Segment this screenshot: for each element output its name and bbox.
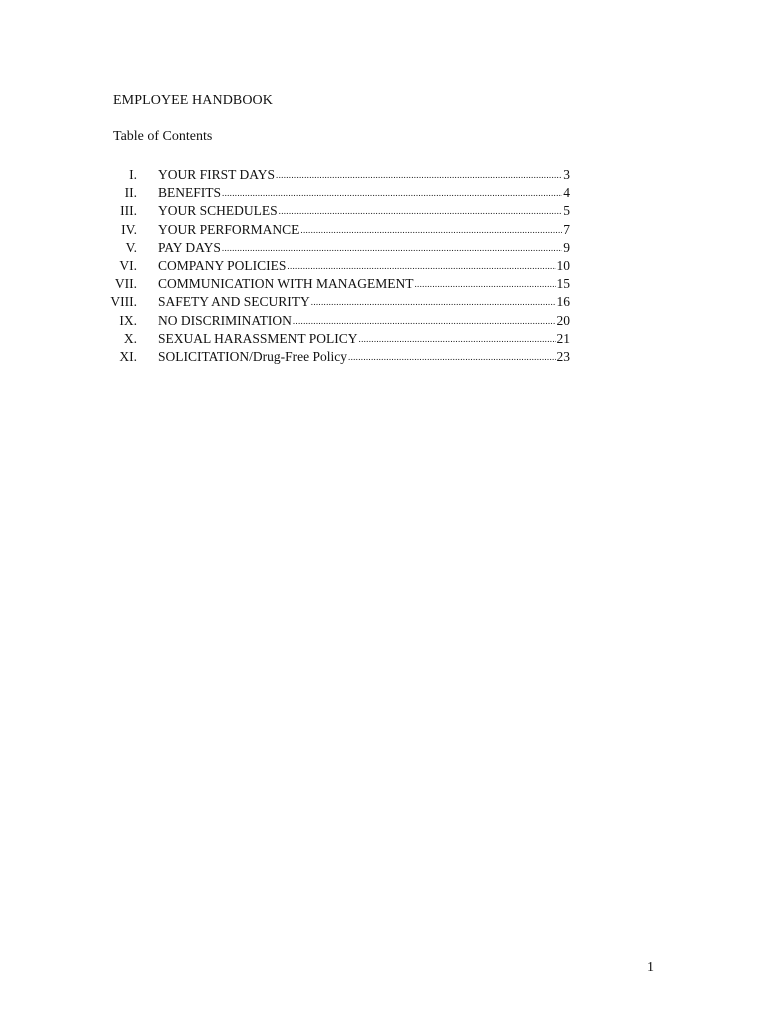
toc-dot-leader bbox=[415, 275, 556, 293]
toc-dot-leader bbox=[348, 348, 555, 366]
toc-entry-title: PAY DAYS bbox=[158, 239, 221, 255]
toc-entry-title: NO DISCRIMINATION bbox=[158, 312, 292, 328]
toc-entry-page: 3 bbox=[563, 167, 570, 182]
page-number: 1 bbox=[647, 960, 654, 975]
toc-dot-leader bbox=[300, 221, 562, 239]
document-title: EMPLOYEE HANDBOOK bbox=[113, 93, 273, 108]
toc-entry[interactable] bbox=[100, 166, 570, 184]
toc-entry-number: IV. bbox=[121, 221, 137, 237]
toc-entry-number: II. bbox=[124, 185, 137, 201]
toc-entry-page: 20 bbox=[556, 312, 570, 328]
toc-entry-page: 16 bbox=[556, 294, 570, 310]
toc-entry[interactable] bbox=[100, 202, 570, 220]
toc-entry[interactable] bbox=[100, 312, 570, 330]
toc-dot-leader bbox=[311, 293, 556, 311]
toc-dot-leader bbox=[359, 330, 556, 348]
toc-dot-leader bbox=[279, 202, 563, 220]
toc-entry[interactable] bbox=[100, 221, 570, 239]
toc-entry-number: III. bbox=[120, 203, 137, 219]
toc-dot-leader bbox=[222, 184, 562, 202]
toc-entry-page: 7 bbox=[563, 221, 570, 237]
toc-entry-number: VIII. bbox=[110, 294, 137, 310]
toc-entry-title: YOUR FIRST DAYS bbox=[158, 167, 276, 182]
toc-entry-title: BENEFITS bbox=[158, 185, 222, 201]
toc-entry-number: IX. bbox=[119, 312, 137, 328]
toc-entry[interactable] bbox=[100, 348, 570, 366]
toc-entry-page: 9 bbox=[563, 239, 570, 255]
toc-dot-leader bbox=[293, 312, 556, 330]
toc-entry-number: V. bbox=[125, 239, 137, 255]
toc-entry-title: SAFETY AND SECURITY bbox=[158, 294, 310, 310]
toc-entry-number: XI. bbox=[119, 348, 137, 364]
toc-dot-leader bbox=[276, 166, 562, 184]
toc-entry[interactable] bbox=[100, 293, 570, 311]
toc-dot-leader bbox=[222, 239, 562, 257]
toc-entry-title: SOLICITATION/Drug-Free Policy bbox=[158, 348, 348, 364]
toc-entry[interactable] bbox=[100, 330, 570, 348]
toc-entry-page: 21 bbox=[556, 330, 570, 346]
toc-entry-page: 5 bbox=[563, 203, 570, 219]
table-of-contents bbox=[100, 166, 570, 366]
toc-entry-title: YOUR PERFORMANCE bbox=[158, 221, 300, 237]
toc-entry-title: SEXUAL HARASSMENT POLICY bbox=[158, 330, 358, 346]
toc-entry[interactable] bbox=[100, 257, 570, 275]
toc-entry[interactable] bbox=[100, 184, 570, 202]
toc-entry[interactable] bbox=[100, 239, 570, 257]
toc-entry-page: 23 bbox=[556, 348, 570, 364]
toc-entry-title: YOUR SCHEDULES bbox=[158, 203, 278, 219]
toc-entry[interactable] bbox=[100, 275, 570, 293]
toc-entry-page: 15 bbox=[556, 276, 570, 292]
toc-entry-number: VII. bbox=[114, 276, 137, 292]
toc-entry-number: X. bbox=[123, 330, 137, 346]
toc-entry-page: 10 bbox=[556, 257, 570, 273]
toc-heading: Table of Contents bbox=[113, 129, 213, 144]
toc-entry-number: VI. bbox=[119, 257, 137, 273]
toc-entry-title: COMPANY POLICIES bbox=[158, 257, 287, 273]
toc-entry-title: COMMUNICATION WITH MANAGEMENT bbox=[158, 276, 414, 292]
toc-dot-leader bbox=[287, 257, 555, 275]
toc-entry-page: 4 bbox=[563, 185, 570, 201]
toc-entry-number: I. bbox=[129, 167, 137, 182]
